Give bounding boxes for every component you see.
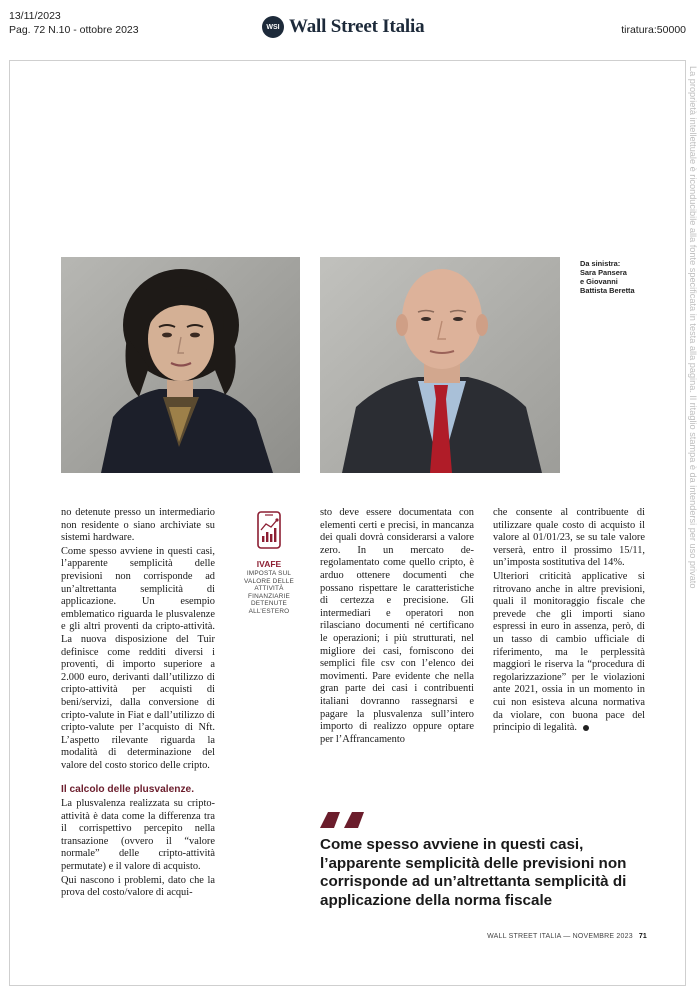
article-column-1 xyxy=(61,507,215,900)
logo-text: Wall Street Italia xyxy=(289,16,425,37)
paragraph: Qui nascono i problemi, dato che la prova del costo/valore di acqui- xyxy=(61,874,215,899)
circulation: tiratura:50000 xyxy=(621,24,686,36)
photo-caption xyxy=(580,259,670,295)
end-of-article-mark xyxy=(583,725,589,731)
article-column-2 xyxy=(320,507,474,746)
paragraph xyxy=(493,571,645,735)
article-column-3 xyxy=(493,507,645,735)
paragraph: La plusvalenza realizzata su cripto-attività è data come la differenza tra il corrispettivo percepito nella transazione (ovvero il “valore normale” delle cripto-attività permutate) e il valore di acquisto. xyxy=(61,798,215,873)
caption-line: e Giovanni xyxy=(580,277,618,286)
paragraph: sto deve essere documentata con elementi certi e precisi, in mancanza dei quali dovrà considerarsi a valore zero. In un mercato de-regolamentato come quello cripto, è arduo ottenere documenti che possano rispettare le caratteristiche di certezza e precisione. Gli intermediari e operatori non rilasciano documenti né certificano le operazioni; i più strutturati, nel migliore dei casi, forniscono dei semplici file csv con l’elenco dei movimenti. Pare evidente che nella gran parte dei casi i contribuenti italiani dovranno rassegnarsi e pagare la plusvalenza sull’intero importo di realizzo oppure optare per l’Affrancamento xyxy=(320,507,474,745)
paragraph: che consente al contribuente di utilizzare quale costo di acquisto il valore al 01/01/23, se su tale valore verserà, entro il prossimo 15/11, un’imposta sostitutiva del 14%. xyxy=(493,507,645,569)
clipping-date: 13/11/2023 xyxy=(9,10,61,22)
page-footer xyxy=(487,933,647,940)
quote-mark-icon xyxy=(320,810,368,833)
ivafe-title: IVAFE xyxy=(256,559,282,569)
pull-quote: Come spesso avviene in questi casi, l’apparente semplicità delle previsioni non corrisponde ad un’altrettanta semplicità di applicazione della norma fiscale xyxy=(320,836,627,909)
wsi-logo xyxy=(262,16,424,38)
ivafe-description: IMPOSTA SUL VALORE DELLE ATTIVITÀ FINANZIARIE DETENUTE ALL’ESTERO xyxy=(244,570,294,615)
issue-line: Pag. 72 N.10 - ottobre 2023 xyxy=(9,24,139,36)
copyright-text: La proprietà intellettuale è riconducibile alla fonte specificata in testa alla pagina. Il ritaglio stampa è da intendersi per uso privato xyxy=(688,66,698,589)
page-number: 71 xyxy=(638,933,647,940)
footer-publication: WALL STREET ITALIA — NOVEMBRE 2023 xyxy=(487,933,633,940)
portrait-sara-pansera xyxy=(61,257,300,473)
paragraph: Come spesso avviene in questi casi, l’apparente semplicità delle previsioni non corrisponde ad un’altrettanta semplicità di applicazione. Un esempio emblematico riguarda le plusvalenze e gli altri proventi da cripto-attività. La nuova disposizione del Tuir definisce come redditi diversi i proventi, di importo superiore a 2.000 euro, derivanti dall’utilizzo di cripto-attività per acquisti di beni/servizi, dalla conversione di cripto-valute in Fiat e dall’utilizzo di cripto-valute per l’acquisto di Nft. L’aspetto rilevante riguarda la modalità di determinazione del valore del costo storico delle cripto. xyxy=(61,545,215,771)
copyright-side-note xyxy=(686,66,699,589)
portrait-giovanni-battista-beretta xyxy=(320,257,560,473)
caption-line: Da sinistra: xyxy=(580,259,621,268)
paragraph-text: Ulteriori criticità applicative si ritrovano anche in altre previsioni, quali il monitoraggio fiscale che prevede che gli importi siano espressi in euro in assenza, però, di un tasso di cambio ufficiale di riferimento, ma le perplessità maggiori le riserva la “procedura di regolarizzazione” per le violazioni ante 2021, ossia in un momento in cui non esisteva alcuna normativa da violare, con buona pace del principio di legalità. xyxy=(493,570,645,734)
section-subheading: Il calcolo delle plusvalenze. xyxy=(61,784,195,796)
caption-line: Battista Beretta xyxy=(580,286,635,295)
paragraph: no detenute presso un intermediario non residente o siano archiviate su sistemi hardware. xyxy=(61,507,215,544)
ivafe-glossary-box xyxy=(238,510,300,615)
caption-line: Sara Pansera xyxy=(580,268,627,277)
logo-badge: WSI xyxy=(262,16,284,38)
smartphone-chart-icon xyxy=(252,510,286,550)
